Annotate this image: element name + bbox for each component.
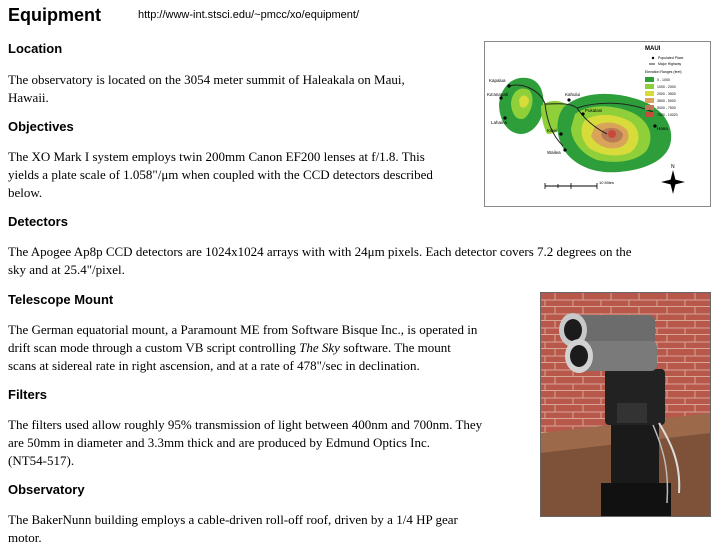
legend-populated-place: Populated Place bbox=[658, 56, 684, 60]
place-label: Kapalua bbox=[489, 78, 506, 83]
page-title: Equipment bbox=[8, 5, 101, 25]
elevation-range-label: 5000 - 7500 bbox=[657, 106, 676, 110]
filters-text: The filters used allow roughly 95% transmission of light between 400nm and 700nm. They are 50mm in diameter and 3.3mm thick and are produced by Edmund Optics Inc. (NT54-517). bbox=[8, 417, 483, 468]
heading-observatory: Observatory bbox=[8, 482, 85, 497]
scale-label: 10 Miles bbox=[599, 180, 614, 185]
elevation-range-label: 0 - 1000 bbox=[657, 78, 670, 82]
elevation-range-label: 1000 - 2000 bbox=[657, 85, 676, 89]
north-arrow-icon bbox=[661, 170, 685, 194]
heading-detectors: Detectors bbox=[8, 214, 68, 229]
objectives-text: The XO Mark I system employs twin 200mm Canon EF200 lenses at f/1.8. This yields a plate scale of 1.058"/μm when coupled with the CCD detectors described below. bbox=[8, 149, 433, 200]
legend-elevation-title: Elevation Ranges (feet) bbox=[645, 70, 682, 74]
elevation-swatch bbox=[645, 105, 654, 110]
place-label: Wailea bbox=[547, 150, 561, 155]
location-text: The observatory is located on the 3054 meter summit of Haleakala on Maui, Hawaii. bbox=[8, 72, 405, 105]
north-label: N bbox=[671, 164, 675, 170]
map-title: MAUI bbox=[645, 46, 661, 52]
place-label: Hana bbox=[657, 126, 668, 131]
heading-filters: Filters bbox=[8, 387, 48, 402]
place-label: Kihei bbox=[547, 128, 558, 133]
place-label: Kahului bbox=[565, 92, 581, 97]
place-label: Ka'anapali bbox=[487, 92, 508, 97]
observatory-text: The BakerNunn building employs a cable-driven roll-off roof, driven by a 1/4 HP gear motor. bbox=[8, 512, 458, 545]
elevation-swatch bbox=[645, 84, 654, 89]
telescope-mount-text: The German equatorial mount, a Paramount ME from Software Bisque Inc., is operated in drift scan mode through a custom VB script controlling The Sky software. The mount scans at sidereal rate in right ascension, and at a rate of 478"/sec in declination. bbox=[8, 322, 478, 373]
heading-objectives: Objectives bbox=[8, 119, 74, 134]
page-url: http://www-int.stsci.edu/~pmcc/xo/equipment/ bbox=[138, 9, 360, 21]
elevation-range-label: 2000 - 3500 bbox=[657, 92, 676, 96]
elevation-range-label: 3500 - 5000 bbox=[657, 99, 676, 103]
elevation-swatch bbox=[645, 77, 654, 82]
heading-telescope-mount: Telescope Mount bbox=[8, 292, 114, 307]
detectors-text: The Apogee Ap8p CCD detectors are 1024x1024 arrays with with 24μm pixels. Each detector covers 7.2 degrees on the sky and at 25.4"/pixel. bbox=[8, 244, 632, 277]
maui-map bbox=[484, 41, 711, 207]
elevation-swatch bbox=[645, 98, 654, 103]
place-label: Pukalani bbox=[585, 108, 603, 113]
elevation-swatch bbox=[645, 91, 654, 96]
heading-location: Location bbox=[8, 41, 63, 56]
telescope-photo bbox=[540, 292, 711, 517]
software-name: The Sky bbox=[299, 340, 340, 355]
place-label: Lahaina bbox=[491, 120, 508, 125]
elevation-swatch bbox=[645, 112, 654, 117]
legend-major-highway: Major Highway bbox=[658, 62, 682, 66]
elevation-range-label: 7500 - 10023 bbox=[657, 113, 678, 117]
